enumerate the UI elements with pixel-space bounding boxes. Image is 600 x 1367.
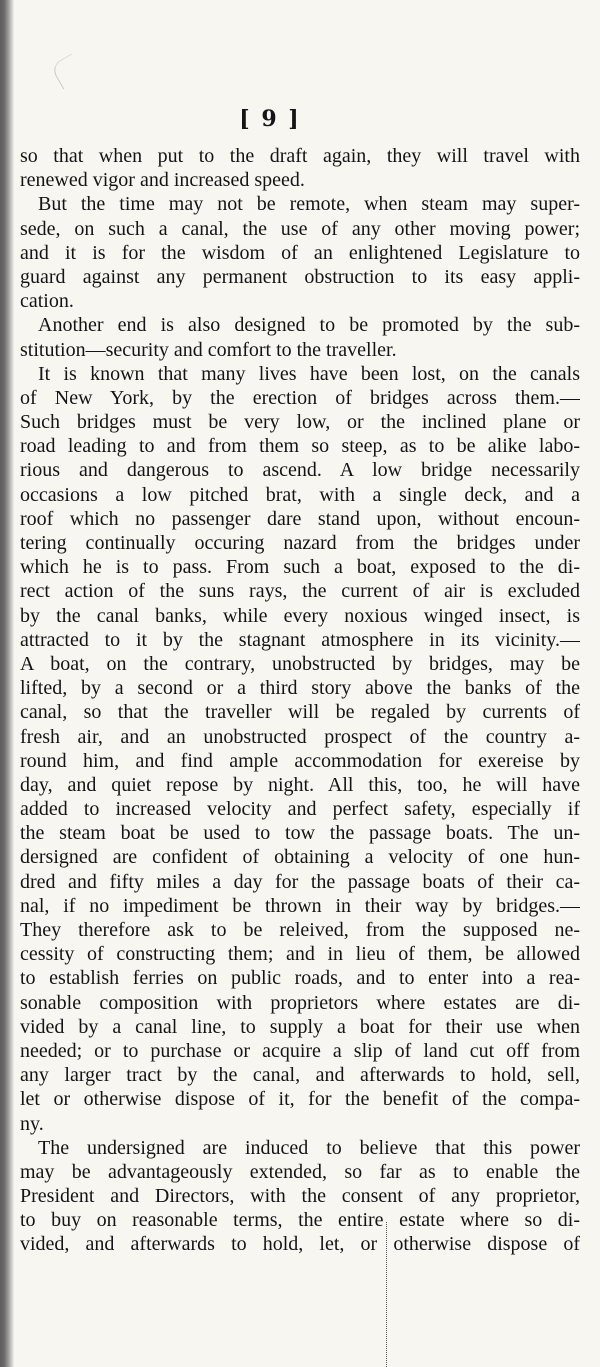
text-line: guard against any permanent obstruction to its easy appli- xyxy=(20,265,580,288)
text-line: vided, and afterwards to hold, let, or otherwise dispose of xyxy=(20,1233,580,1256)
text-line: cessity of constructing them; and in lieu of them, be allowed xyxy=(20,943,580,966)
text-line: so that when put to the draft again, they will travel with xyxy=(20,145,580,167)
text-line: needed; or to purchase or acquire a slip of land cut off from xyxy=(20,1039,580,1062)
text-line: any larger tract by the canal, and afterwards to hold, sell, xyxy=(20,1064,580,1087)
text-line: Another end is also designed to be promoted by the sub- xyxy=(38,314,580,337)
text-line: sede, on such a canal, the use of any other moving power; xyxy=(20,217,580,240)
text-line: may be advantageously extended, so far as to enable the xyxy=(20,1160,580,1183)
text-line: which he is to pass. From such a boat, exposed to the di- xyxy=(20,556,580,579)
text-line: sonable composition with proprietors where estates are di- xyxy=(20,991,580,1014)
text-line: to buy on reasonable terms, the entire estate where so di- xyxy=(20,1209,580,1232)
body-text xyxy=(20,144,580,1257)
text-line: Such bridges must be very low, or the inclined plane or xyxy=(20,411,580,434)
text-line: day, and quiet repose by night. All this, too, he will have xyxy=(20,773,580,796)
text-line: They therefore ask to be releived, from the supposed ne- xyxy=(20,919,580,941)
text-line: ny. xyxy=(20,1112,44,1135)
text-line: It is known that many lives have been lost, on the canals xyxy=(38,362,580,385)
text-line: cation. xyxy=(20,290,74,313)
text-line: rious and dangerous to ascend. A low bridge necessarily xyxy=(20,459,580,482)
text-line: added to increased velocity and perfect safety, especially if xyxy=(20,798,580,821)
text-line: the steam boat be used to tow the passage boats. The un- xyxy=(20,822,580,845)
text-line: stitution—security and comfort to the traveller. xyxy=(20,338,397,361)
text-line: occasions a low pitched brat, with a single deck, and a xyxy=(20,483,580,506)
text-line: let or otherwise dispose of it, for the benefit of the compa- xyxy=(20,1088,580,1111)
text-line: tering continually occuring nazard from the bridges under xyxy=(20,532,580,554)
text-line: A boat, on the contrary, unobstructed by bridges, may be xyxy=(20,652,580,675)
text-line: roof which no passenger dare stand upon, without encoun- xyxy=(20,507,580,530)
text-line: President and Directors, with the consent of any proprietor, xyxy=(20,1185,580,1208)
text-line: The undersigned are induced to believe that this power xyxy=(38,1136,580,1159)
text-line: canal, so that the traveller will be regaled by currents of xyxy=(20,701,580,724)
text-line: dersigned are confident of obtaining a velocity of one hun- xyxy=(20,846,580,869)
text-line: fresh air, and an unobstructed prospect of the country a- xyxy=(20,725,580,748)
text-line: road leading to and from them so steep, as to be alike labo- xyxy=(20,435,580,458)
text-line: But the time may not be remote, when steam may super- xyxy=(38,193,580,216)
text-line: and it is for the wisdom of an enlightened Legislature to xyxy=(20,241,580,264)
text-line: to establish ferries on public roads, and to enter into a rea- xyxy=(20,967,580,990)
text-line: vided by a canal line, to supply a boat for their use when xyxy=(20,1015,580,1038)
page-binding-edge xyxy=(0,0,14,1367)
text-line: by the canal banks, while every noxious winged insect, is xyxy=(20,604,580,627)
text-line: lifted, by a second or a third story above the banks of the xyxy=(20,677,580,700)
text-line: nal, if no impediment be thrown in their way by bridges.— xyxy=(20,894,580,917)
text-line: round him, and find ample accommodation for exereise by xyxy=(20,749,580,772)
ink-mark xyxy=(50,54,85,90)
text-line: rect action of the suns rays, the current of air is excluded xyxy=(20,580,580,603)
page-number: [ 9 ] xyxy=(239,106,301,132)
text-line: of New York, by the erection of bridges across them.— xyxy=(20,386,580,409)
text-line: attracted to it by the stagnant atmosphere in its vicinity.— xyxy=(20,628,580,651)
text-line: dred and fifty miles a day for the passage boats of their ca- xyxy=(20,870,580,893)
text-line: renewed vigor and increased speed. xyxy=(20,169,305,192)
